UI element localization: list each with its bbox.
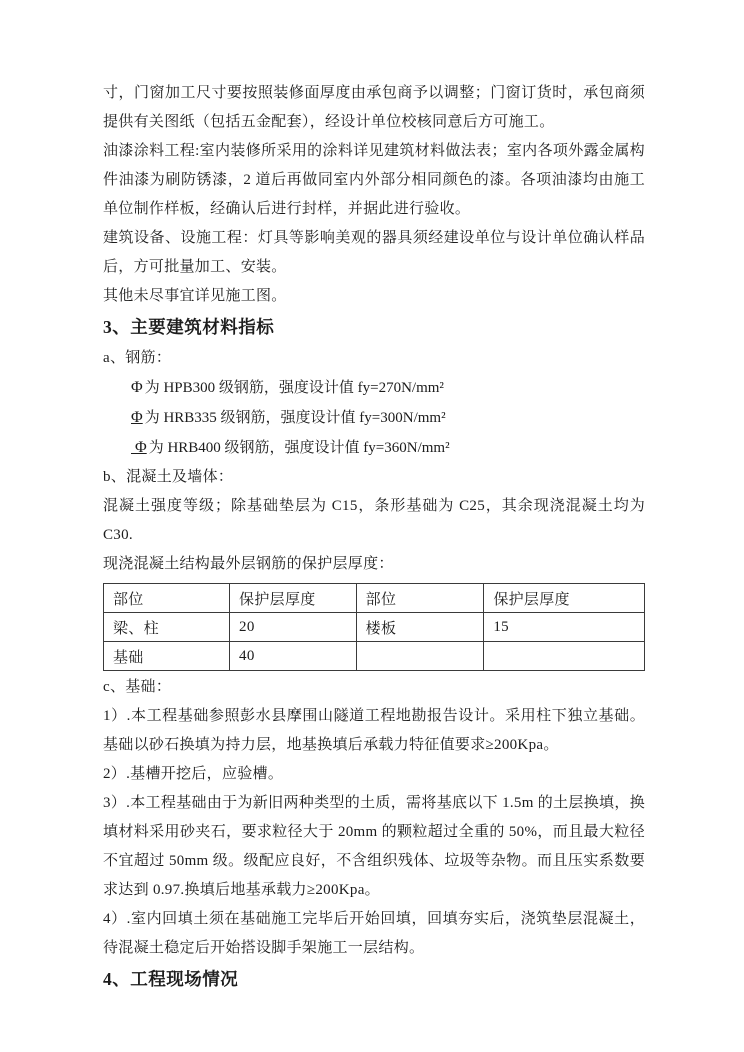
paragraph-other-matters: 其他未尽事宜详见施工图。	[103, 288, 287, 304]
table-cell	[356, 642, 484, 671]
table-cell: 15	[484, 613, 645, 642]
table-header-cell: 部位	[104, 584, 230, 613]
rebar-spec-hrb400	[103, 433, 645, 463]
rebar-spec-text: 为 HRB335 级钢筋，强度设计值 fy=300N/mm²	[144, 410, 446, 426]
table-header-cell: 部位	[356, 584, 484, 613]
concrete-wall-label: b、混凝土及墙体：	[103, 469, 234, 485]
section-heading-materials: 3、主要建筑材料指标	[103, 317, 275, 337]
foundation-item-4: 4）.室内回填土须在基础施工完毕后开始回填，回填夯实后，浇筑垫层混凝土，待混凝土稳定后开始搭设脚手架施工一层结构。	[103, 911, 645, 956]
rebar-spec-hrb335	[103, 403, 645, 433]
table-cell: 基础	[104, 642, 230, 671]
paragraph-building-equipment: 建筑设备、设施工程：灯具等影响美观的器具须经建设单位与设计单位确认样品后，方可批量加工、安装。	[103, 230, 645, 275]
paragraph-concrete-strength: 混凝土强度等级；除基础垫层为 C15，条形基础为 C25，其余现浇混凝土均为 C30.	[103, 498, 645, 543]
table-cell: 梁、柱	[104, 613, 230, 642]
foundation-item-3: 3）.本工程基础由于为新旧两种类型的土质，需将基底以下 1.5m 的土层换填，换填材料采用砂夹石，要求粒径大于 20mm 的颗粒超过全重的 50%，而且最大粒径不宜超过 50mm 级。级配应良好，不含组织残体、垃圾等杂物。而且压实系数要求达到 0.97.换填后地基承载力≥200Kpa。	[103, 795, 645, 898]
rebar-grade-symbol-hpb300: Φ	[131, 379, 143, 396]
rebar-spec-text: 为 HPB300 级钢筋，强度设计值 fy=270N/mm²	[144, 380, 444, 396]
paragraph-door-window-sizing: 寸，门窗加工尺寸要按照装修面厚度由承包商予以调整；门窗订货时，承包商须提供有关图纸（包括五金配套），经设计单位校核同意后方可施工。	[103, 85, 645, 130]
foundation-label: c、基础：	[103, 679, 172, 695]
rebar-grade-symbol-hrb335: Φ	[131, 409, 143, 426]
table-cell: 20	[230, 613, 357, 642]
section-heading-site-conditions: 4、工程现场情况	[103, 969, 239, 989]
table-row	[104, 613, 645, 642]
table-header-cell: 保护层厚度	[484, 584, 645, 613]
table-cell: 40	[230, 642, 357, 671]
rebar-grade-symbol-hrb400: Φ	[131, 439, 147, 456]
table-cell	[484, 642, 645, 671]
rebar-cover-table	[103, 583, 645, 671]
foundation-item-2: 2）.基槽开挖后，应验槽。	[103, 766, 284, 782]
rebar-spec-hpb300	[103, 373, 645, 403]
foundation-item-1: 1）.本工程基础参照彭水县摩围山隧道工程地勘报告设计。采用柱下独立基础。基础以砂石换填为持力层，地基换填后承载力特征值要求≥200Kpa。	[103, 708, 645, 753]
table-cell: 楼板	[356, 613, 484, 642]
steel-rebar-label: a、钢筋：	[103, 350, 172, 366]
paragraph-paint-coating: 油漆涂料工程:室内装修所采用的涂料详见建筑材料做法表；室内各项外露金属构件油漆为刷防锈漆，2 道后再做同室内外部分相同颜色的漆。各项油漆均由施工单位制作样板，经确认后进行封样，并据此进行验收。	[103, 143, 645, 217]
table-row	[104, 642, 645, 671]
rebar-spec-text: 为 HRB400 级钢筋，强度设计值 fy=360N/mm²	[148, 440, 450, 456]
table-header-row	[104, 584, 645, 613]
table-header-cell: 保护层厚度	[230, 584, 357, 613]
paragraph-cover-thickness-intro: 现浇混凝土结构最外层钢筋的保护层厚度：	[103, 556, 394, 572]
